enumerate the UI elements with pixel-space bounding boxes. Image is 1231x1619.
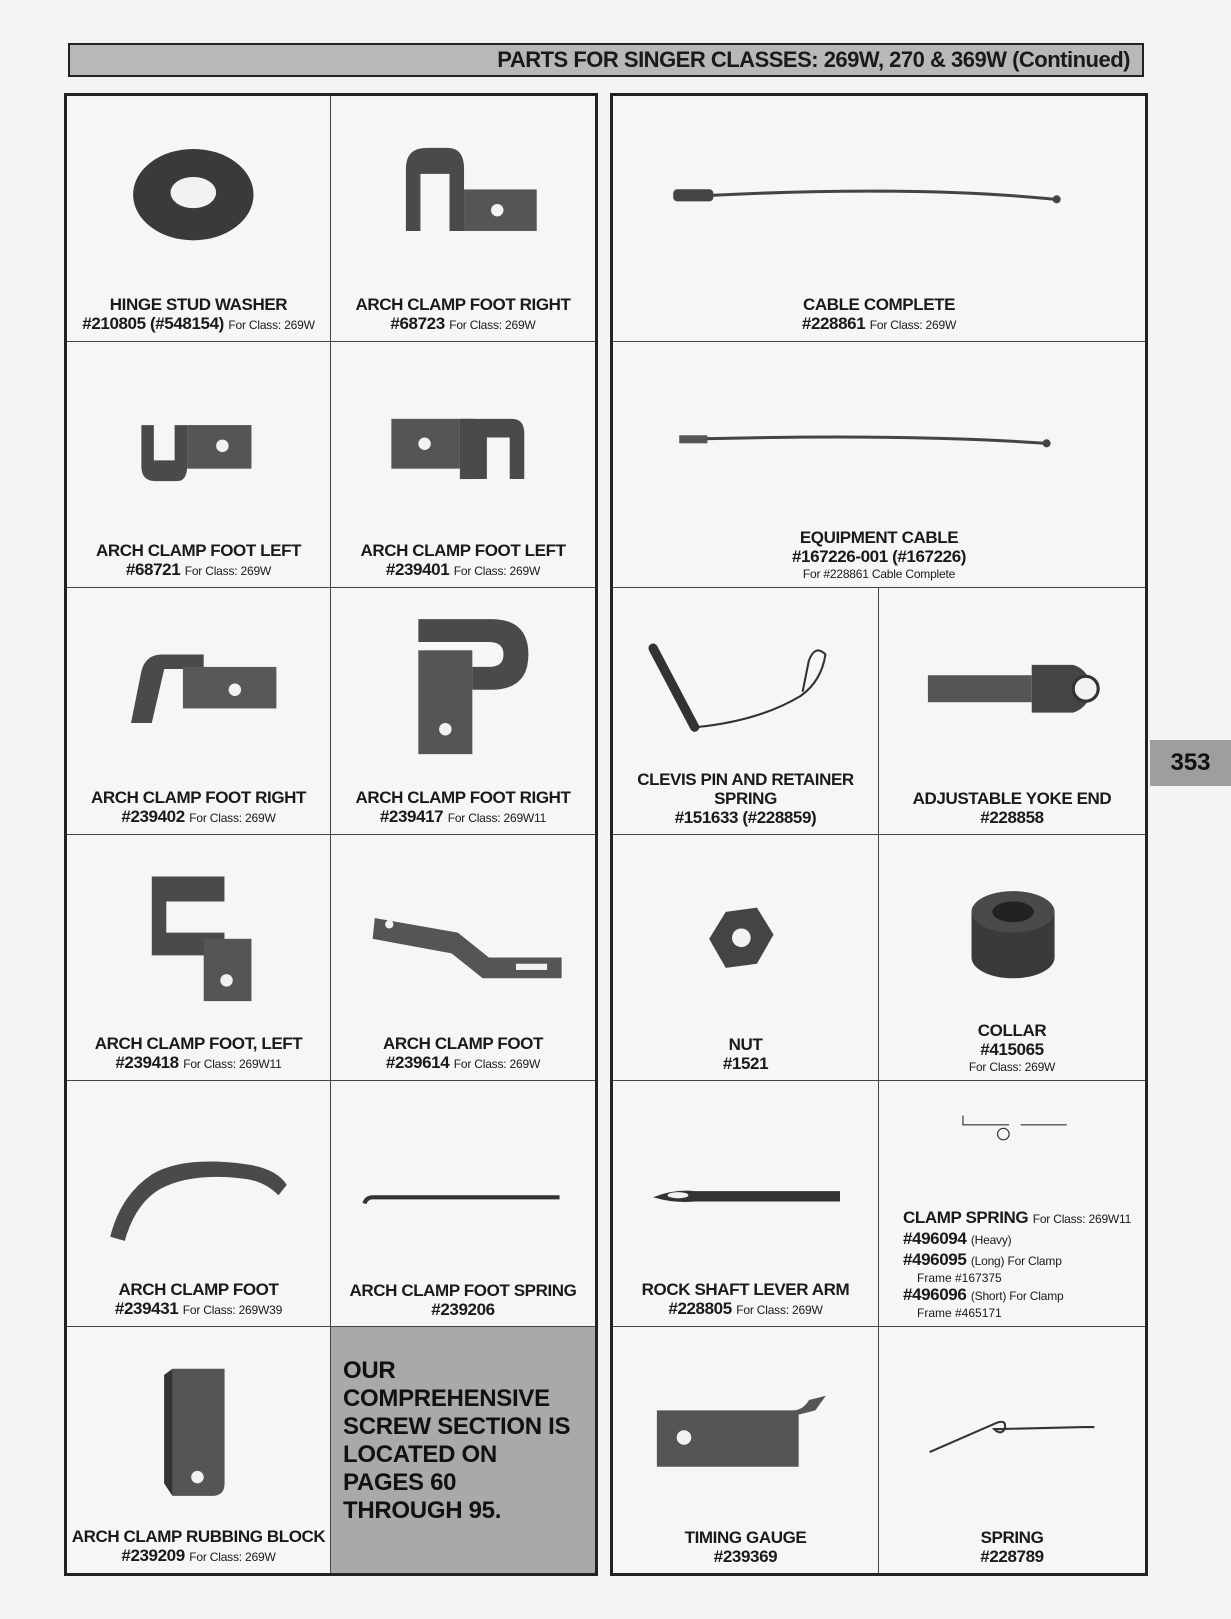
part-cell bbox=[613, 1081, 879, 1327]
part-name: ARCH CLAMP FOOT LEFT bbox=[360, 541, 566, 561]
notice-line: OUR bbox=[343, 1356, 396, 1384]
clamp-foot-icon bbox=[331, 588, 595, 765]
variant-number: #496094 bbox=[903, 1228, 967, 1248]
part-name: EQUIPMENT CABLE bbox=[799, 528, 959, 548]
part-number: #151633 (#228859) bbox=[674, 807, 817, 827]
part-name: CLAMP SPRING bbox=[903, 1207, 1029, 1227]
part-cell bbox=[331, 96, 595, 342]
part-cell bbox=[331, 588, 595, 834]
part-class: For Class: 269W bbox=[449, 318, 536, 333]
page-number: 353 bbox=[1170, 749, 1211, 776]
variant-frame: Frame #167375 bbox=[917, 1270, 1002, 1285]
part-cell bbox=[613, 835, 879, 1081]
part-number: #239614 bbox=[385, 1052, 450, 1072]
variant-number: #496095 bbox=[903, 1249, 967, 1269]
part-class: For Class: 269W bbox=[184, 564, 272, 579]
part-number: #239369 bbox=[713, 1547, 778, 1566]
clevis-pin-icon bbox=[613, 588, 878, 765]
variant-note: (Long) For Clamp bbox=[970, 1253, 1062, 1268]
page-number-tab bbox=[1150, 740, 1231, 786]
part-number: #239418 bbox=[115, 1052, 179, 1072]
part-number: #239431 bbox=[114, 1298, 179, 1318]
part-class: For Class: 269W11 bbox=[183, 1056, 282, 1071]
variant-note: (Heavy) bbox=[970, 1232, 1012, 1247]
part-name: HINGE STUD WASHER bbox=[109, 295, 288, 315]
part-class: For Class: 269W bbox=[736, 1302, 823, 1317]
part-name: CLEVIS PIN AND RETAINER bbox=[637, 769, 854, 789]
part-number: #1521 bbox=[722, 1053, 769, 1073]
variant-note: (Short) For Clamp bbox=[970, 1288, 1064, 1303]
clamp-foot-icon bbox=[67, 342, 330, 519]
part-cell bbox=[613, 1327, 879, 1573]
part-class: For Class: 269W bbox=[453, 1056, 541, 1071]
part-name: ARCH CLAMP FOOT, LEFT bbox=[94, 1033, 303, 1053]
clamp-foot-icon bbox=[331, 835, 595, 1012]
washer-icon bbox=[67, 96, 330, 273]
page-header-banner bbox=[68, 43, 1144, 77]
part-number: #68721 bbox=[125, 560, 181, 580]
part-name: ARCH CLAMP FOOT SPRING bbox=[349, 1280, 577, 1300]
notice-line: LOCATED ON bbox=[343, 1440, 497, 1468]
part-number: #210805 (#548154) bbox=[82, 314, 224, 334]
part-class: For Class: 269W bbox=[189, 810, 276, 825]
part-name: SPRING bbox=[980, 1528, 1044, 1547]
part-number: #239206 bbox=[431, 1299, 495, 1319]
variant-number: #496096 bbox=[903, 1284, 967, 1304]
left-parts-column bbox=[64, 93, 598, 1576]
timing-gauge-icon bbox=[613, 1327, 878, 1504]
part-class: For Class: 269W bbox=[968, 1059, 1056, 1074]
part-name: ARCH CLAMP FOOT bbox=[118, 1279, 279, 1299]
lever-arm-icon bbox=[613, 1081, 878, 1258]
part-cell bbox=[879, 588, 1145, 834]
notice-line: PAGES 60 bbox=[343, 1468, 457, 1496]
part-number: #167226-001 (#167226) bbox=[791, 547, 967, 567]
hex-nut-icon bbox=[613, 835, 878, 1012]
part-note: For #228861 Cable Complete bbox=[802, 567, 956, 582]
part-number: #228805 bbox=[668, 1298, 732, 1318]
spring-icon bbox=[331, 1081, 595, 1258]
variant-frame: Frame #465171 bbox=[917, 1305, 1002, 1320]
part-number: #228861 bbox=[801, 314, 866, 334]
part-name: ARCH CLAMP RUBBING BLOCK bbox=[71, 1527, 326, 1546]
part-number: #228789 bbox=[980, 1547, 1044, 1566]
notice-line: COMPREHENSIVE bbox=[343, 1384, 550, 1412]
part-cell bbox=[879, 1081, 1145, 1327]
part-name: NUT bbox=[728, 1034, 763, 1054]
part-number: #228858 bbox=[980, 807, 1044, 827]
part-cell bbox=[67, 1327, 331, 1573]
part-number: #239401 bbox=[385, 560, 450, 580]
notice-line: THROUGH 95. bbox=[343, 1496, 502, 1524]
part-class: For Class: 269W bbox=[189, 1550, 276, 1564]
part-name: ARCH CLAMP FOOT RIGHT bbox=[355, 295, 571, 315]
part-cell bbox=[613, 588, 879, 834]
part-cell bbox=[67, 1081, 331, 1327]
part-number: #415065 bbox=[980, 1039, 1044, 1059]
part-class: For Class: 269W bbox=[869, 318, 957, 333]
yoke-end-icon bbox=[879, 588, 1145, 765]
page-title: PARTS FOR SINGER CLASSES: 269W, 270 & 369W (Continued) bbox=[497, 47, 1130, 72]
part-cell bbox=[879, 835, 1145, 1081]
part-name: CABLE COMPLETE bbox=[802, 295, 956, 315]
part-name: ARCH CLAMP FOOT LEFT bbox=[95, 541, 302, 561]
part-cell bbox=[613, 96, 1145, 342]
notice-line: SCREW SECTION IS bbox=[343, 1412, 571, 1440]
clamp-foot-icon bbox=[67, 835, 330, 1012]
collar-icon bbox=[879, 835, 1145, 1012]
part-class: For Class: 269W bbox=[453, 564, 541, 579]
part-name: ARCH CLAMP FOOT RIGHT bbox=[355, 787, 571, 807]
part-class: For Class: 269W11 bbox=[1032, 1211, 1132, 1226]
clamp-foot-icon bbox=[331, 96, 595, 273]
part-number: #239402 bbox=[121, 806, 185, 826]
part-cell bbox=[67, 96, 331, 342]
part-number: #68723 bbox=[390, 314, 445, 334]
part-name: TIMING GAUGE bbox=[684, 1528, 807, 1547]
part-name: ARCH CLAMP FOOT RIGHT bbox=[90, 787, 307, 807]
part-cell bbox=[879, 1327, 1145, 1573]
spring-icon bbox=[879, 1327, 1145, 1504]
part-class: For Class: 269W bbox=[228, 318, 315, 333]
clamp-foot-icon bbox=[331, 342, 595, 519]
rubbing-block-icon bbox=[67, 1327, 330, 1504]
part-number: #239209 bbox=[121, 1546, 185, 1565]
spring-icon bbox=[879, 1081, 1145, 1179]
part-cell bbox=[331, 835, 595, 1081]
right-parts-column bbox=[610, 93, 1148, 1576]
part-number: #239417 bbox=[379, 806, 444, 826]
clamp-foot-icon bbox=[67, 1081, 330, 1258]
part-name: ARCH CLAMP FOOT bbox=[383, 1033, 543, 1053]
part-cell bbox=[67, 588, 331, 834]
screw-section-notice bbox=[331, 1327, 595, 1573]
part-cell bbox=[67, 342, 331, 588]
part-class: For Class: 269W39 bbox=[182, 1302, 283, 1317]
part-name: ADJUSTABLE YOKE END bbox=[912, 788, 1112, 808]
part-cell bbox=[331, 1081, 595, 1327]
part-cell bbox=[331, 342, 595, 588]
cable-icon bbox=[613, 96, 1145, 273]
part-name: COLLAR bbox=[977, 1020, 1047, 1040]
part-name-line2: SPRING bbox=[714, 788, 777, 808]
clamp-foot-icon bbox=[67, 588, 330, 765]
part-class: For Class: 269W11 bbox=[447, 810, 547, 825]
part-cell bbox=[613, 342, 1145, 588]
part-cell bbox=[67, 835, 331, 1081]
cable-icon bbox=[613, 342, 1145, 519]
part-name: ROCK SHAFT LEVER ARM bbox=[641, 1279, 850, 1299]
